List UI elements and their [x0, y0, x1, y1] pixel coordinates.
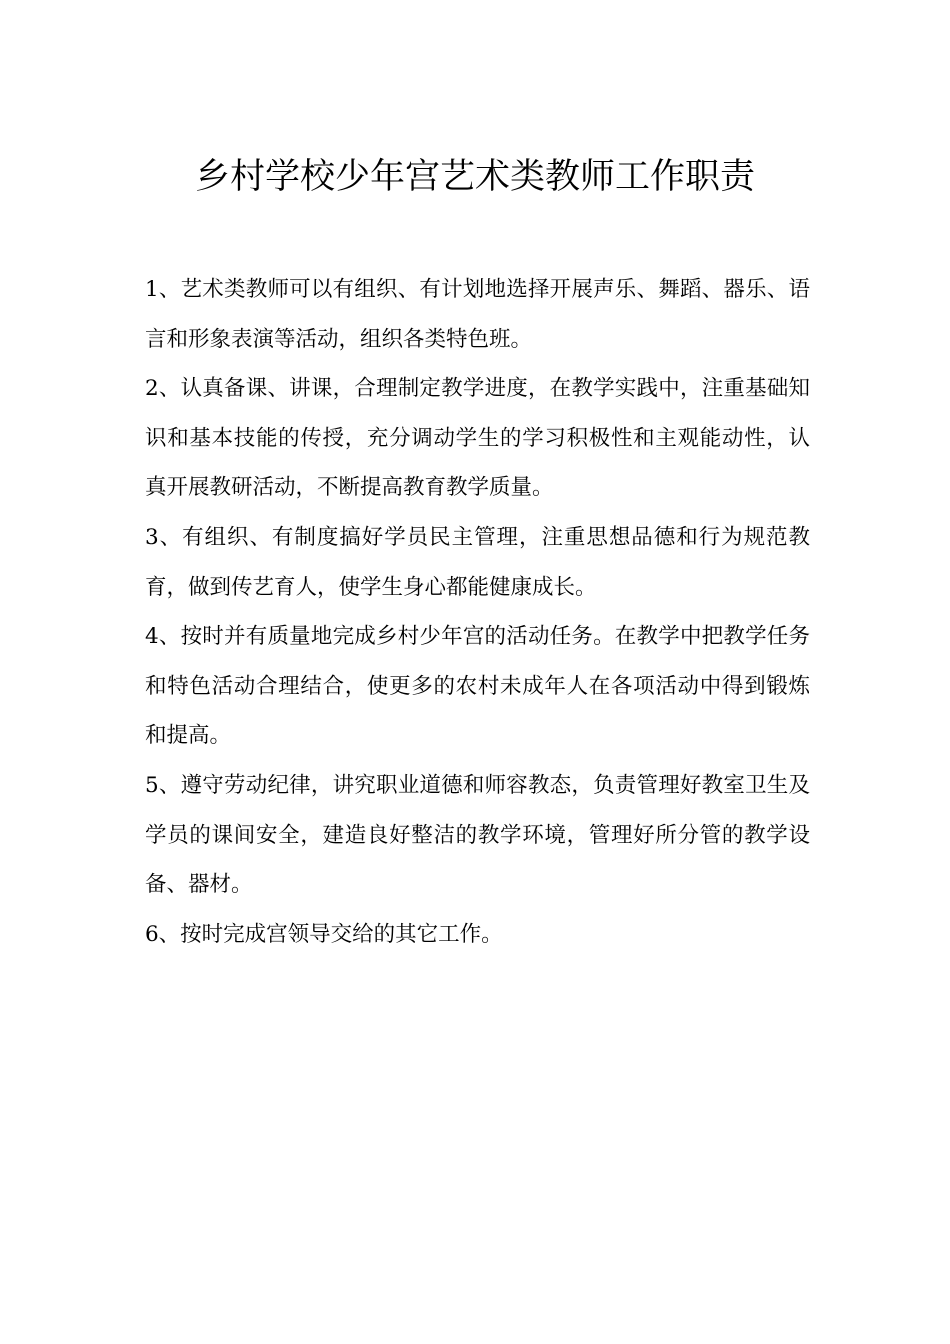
- responsibility-item-5: 5、遵守劳动纪律，讲究职业道德和师容教态，负责管理好教室卫生及学员的课间安全，建造良好整洁的教学环境，管理好所分管的教学设备、器材。: [145, 772, 810, 898]
- responsibility-list: [145, 265, 810, 959]
- responsibility-item-3: 3、有组织、有制度搞好学员民主管理，注重思想品德和行为规范教育，做到传艺育人，使学生身心都能健康成长。: [145, 524, 810, 600]
- responsibility-item-6: 6、按时完成宫领导交给的其它工作。: [145, 921, 503, 947]
- responsibility-item-2: 2、认真备课、讲课，合理制定教学进度，在教学实践中，注重基础知识和基本技能的传授，充分调动学生的学习积极性和主观能动性，认真开展教研活动，不断提高教育教学质量。: [145, 376, 810, 501]
- responsibility-item-4: 4、按时并有质量地完成乡村少年宫的活动任务。在教学中把教学任务和特色活动合理结合，使更多的农村未成年人在各项活动中得到锻炼和提高。: [145, 624, 810, 749]
- document-title: 乡村学校少年宫艺术类教师工作职责: [194, 157, 755, 197]
- responsibility-item-1: 1、艺术类教师可以有组织、有计划地选择开展声乐、舞蹈、器乐、语言和形象表演等活动，组织各类特色班。: [145, 277, 810, 352]
